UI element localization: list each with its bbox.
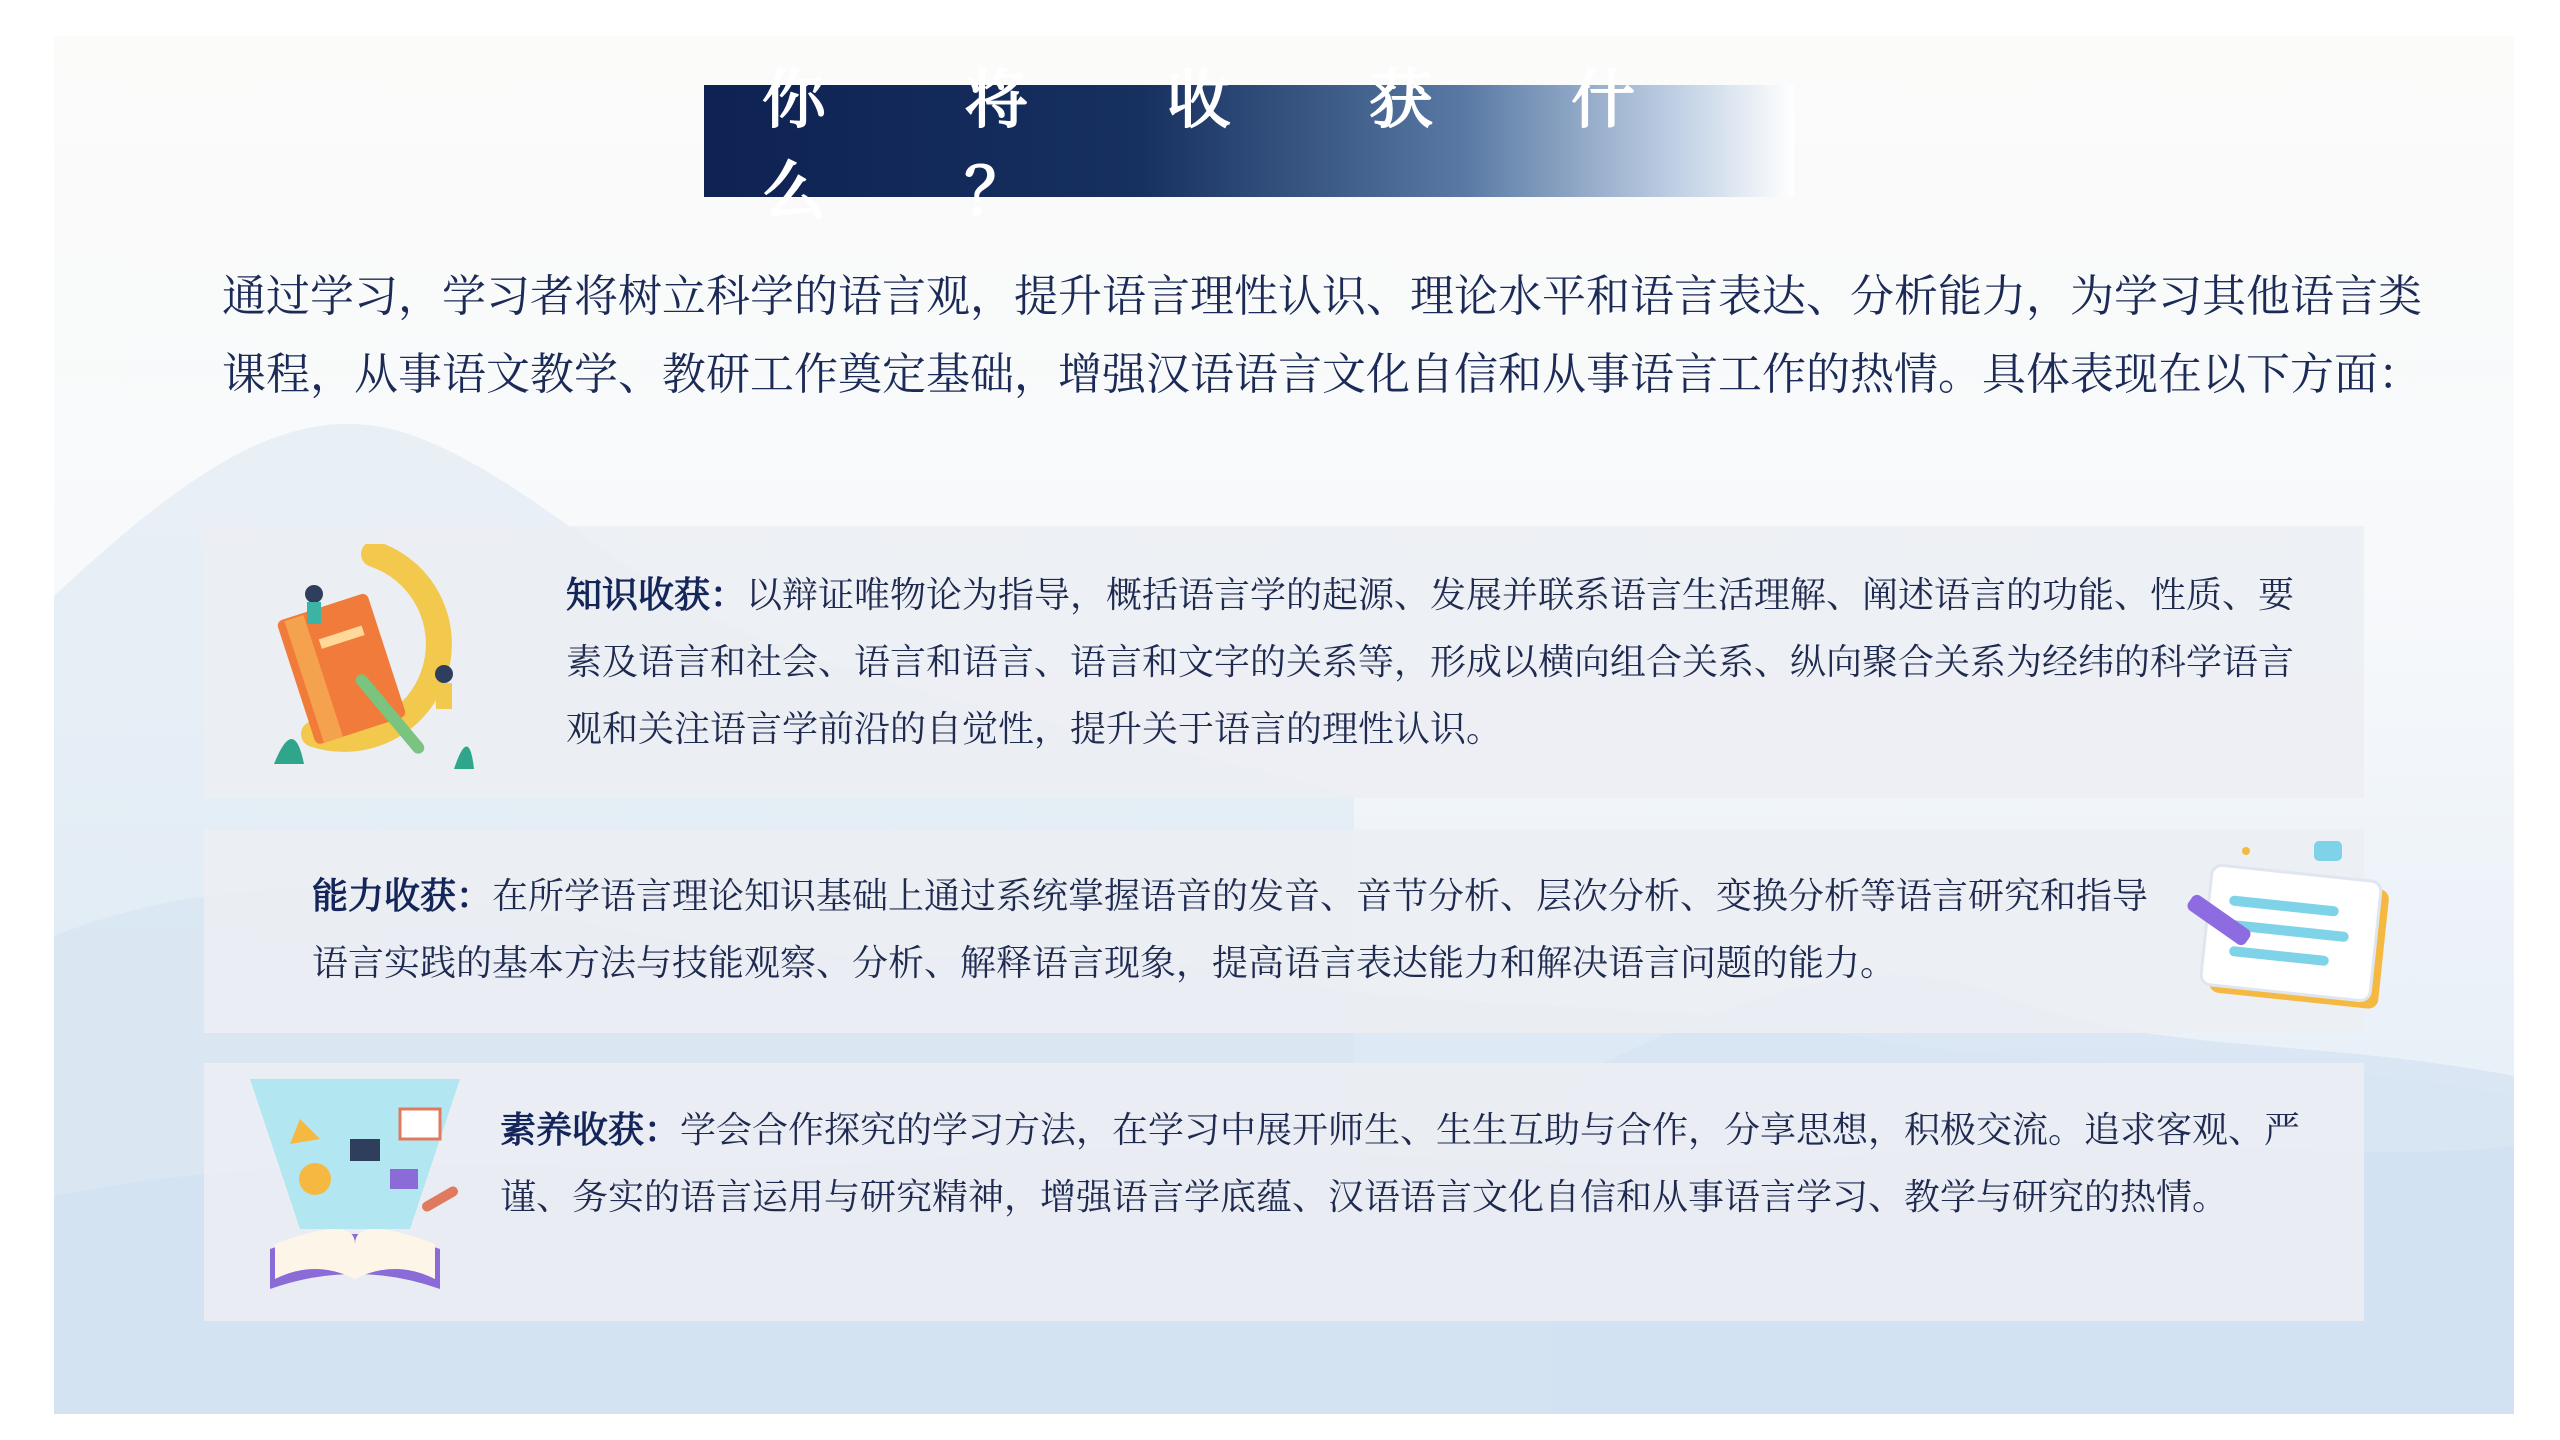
knowledge-body: 以辩证唯物论为指导，概括语言学的起源、发展并联系语言生活理解、阐述语言的功能、性质、要素及语言和社会、语言和语言、语言和文字的关系等，形成以横向组合关系、纵向聚合关系为经纬的科学语言观和关注语言学前沿的自觉性，提升关于语言的理性认识。 [566,575,2295,750]
literacy-body: 学会合作探究的学习方法，在学习中展开师生、生生互助与合作，分享思想，积极交流。追求客观、严谨、务实的语言运用与研究精神，增强语言学底蕴、汉语语言文化自信和从事语言学习、教学与研究的热情。 [500,1110,2301,1218]
slide [54,36,2514,1414]
page-title: 你 将 收 获 什 么 ？ [762,63,1694,230]
open-book-illustration [240,1079,470,1311]
ability-body: 在所学语言理论知识基础上通过系统掌握语音的发音、音节分析、层次分析、变换分析等语言研究和指导语言实践的基本方法与技能观察、分析、解释语言现象，提高语言表达能力和解决语言问题的能力。 [312,876,2149,984]
ability-text [312,863,2172,997]
ability-card [204,829,2364,1033]
literacy-text [500,1097,2320,1231]
knowledge-text [566,562,2326,763]
intro-paragraph: 通过学习，学习者将树立科学的语言观，提升语言理性认识、理论水平和语言表达、分析能力，为学习其他语言类课程，从事语文教学、教研工作奠定基础，增强汉语语言文化自信和从事语言工作的热情。具体表现在以下方面： [222,271,2422,400]
books-study-illustration [274,544,474,776]
knowledge-heading: 知识收获： [566,575,747,616]
literacy-heading: 素养收获： [500,1110,681,1151]
ability-heading: 能力收获： [312,876,493,917]
title-banner [704,63,1794,230]
literacy-card [204,1063,2364,1321]
notebook-pencil-illustration [2184,841,2394,1021]
knowledge-card [204,526,2364,798]
